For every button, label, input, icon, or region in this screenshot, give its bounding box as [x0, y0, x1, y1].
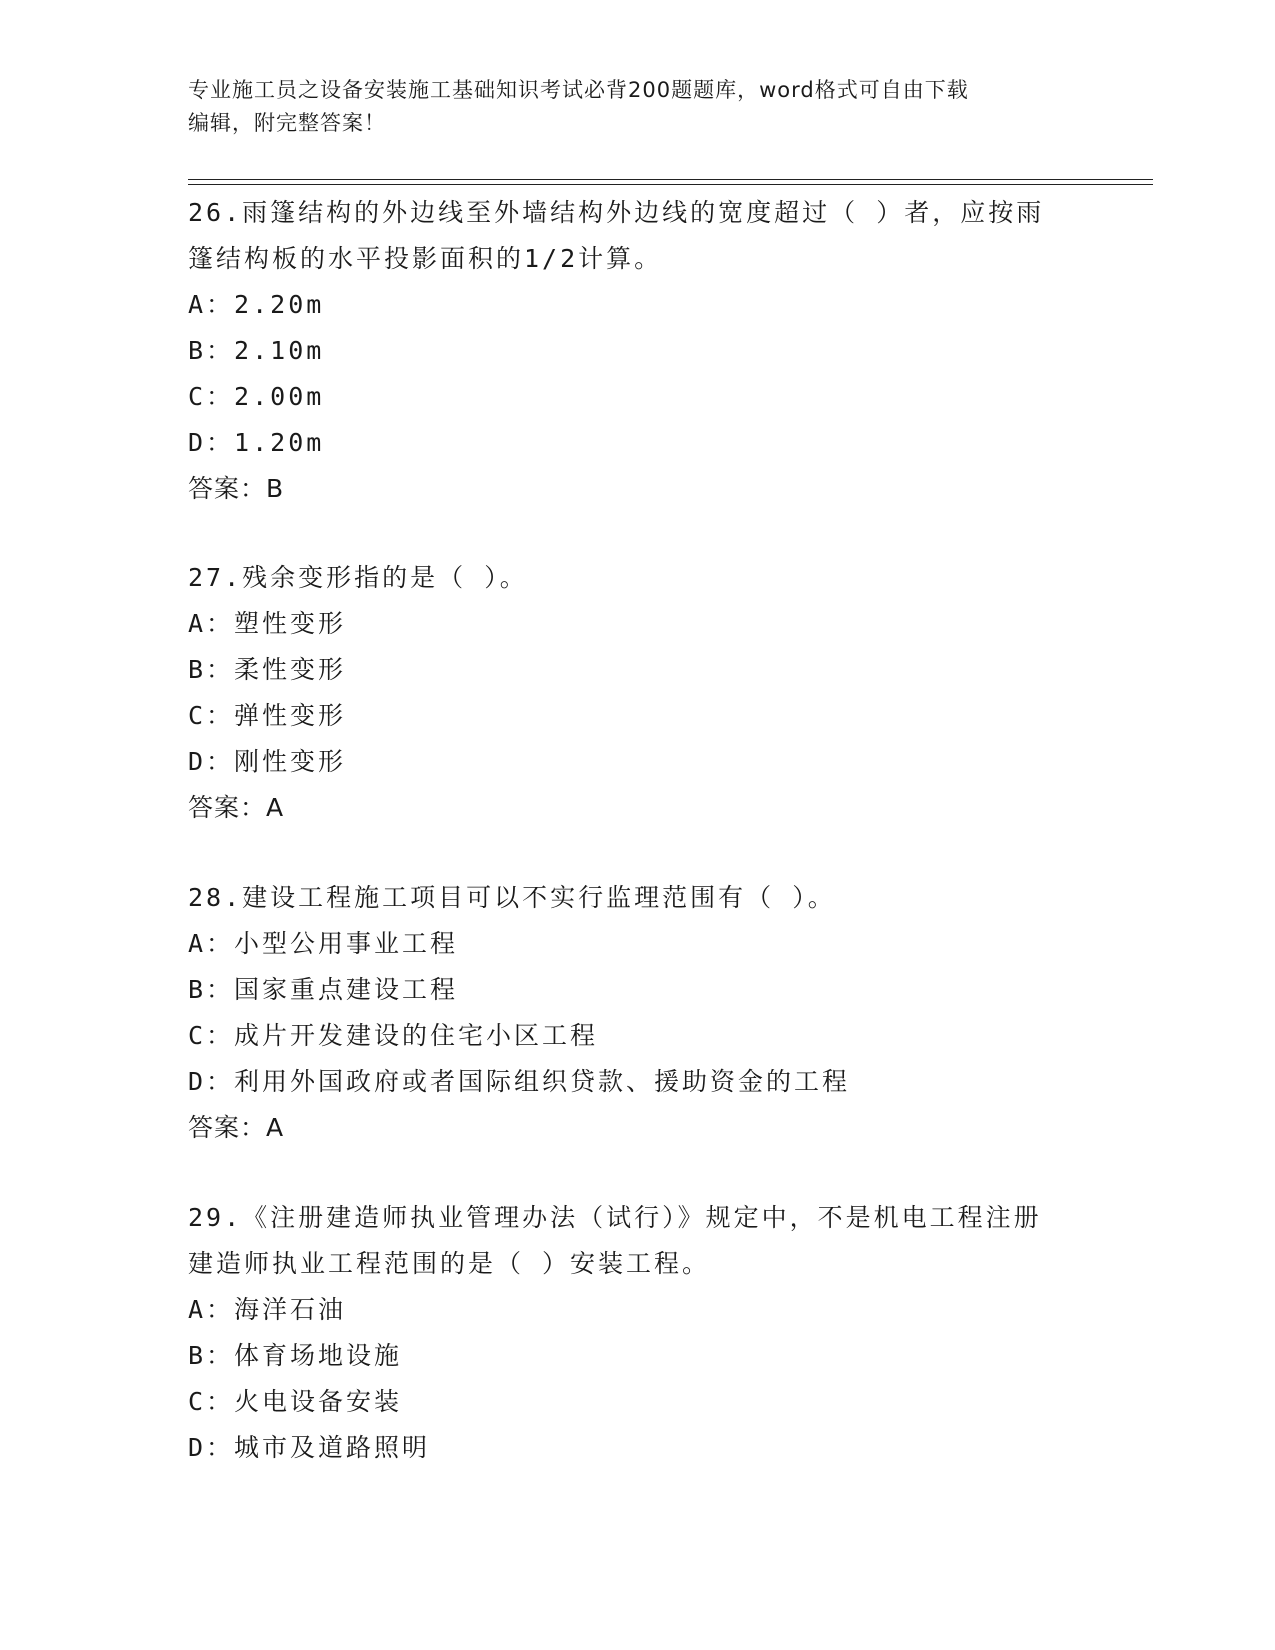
option-c: C：火电设备安装 — [188, 1387, 403, 1416]
option-d: D：1.20m — [188, 428, 325, 457]
option-c: C：2.00m — [188, 382, 325, 411]
question-26 — [188, 190, 1088, 512]
question-stem-line: 27.残余变形指的是（ ）。 — [188, 563, 528, 592]
header-divider-top — [188, 179, 1153, 180]
answer: 答案：B — [188, 474, 285, 503]
option-a: A：小型公用事业工程 — [188, 929, 459, 958]
option-c: C：弹性变形 — [188, 701, 347, 730]
question-29 — [188, 1195, 1088, 1471]
document-header — [188, 74, 1088, 140]
option-b: B：柔性变形 — [188, 655, 347, 684]
option-b: B：国家重点建设工程 — [188, 975, 459, 1004]
question-stem-line: 26.雨篷结构的外边线至外墙结构外边线的宽度超过（ ）者，应按雨 — [188, 198, 1045, 227]
option-b: B：体育场地设施 — [188, 1341, 403, 1370]
question-stem-line: 建造师执业工程范围的是（ ）安装工程。 — [188, 1249, 711, 1278]
header-divider-bottom — [188, 184, 1153, 185]
question-28 — [188, 875, 1088, 1151]
answer: 答案：A — [188, 1113, 285, 1142]
option-a: A：海洋石油 — [188, 1295, 347, 1324]
option-d: D：利用外国政府或者国际组织贷款、援助资金的工程 — [188, 1067, 851, 1096]
option-c: C：成片开发建设的住宅小区工程 — [188, 1021, 599, 1050]
option-a: A：塑性变形 — [188, 609, 347, 638]
option-d: D：刚性变形 — [188, 747, 347, 776]
question-stem-line: 28.建设工程施工项目可以不实行监理范围有（ ）。 — [188, 883, 836, 912]
header-line-1: 专业施工员之设备安装施工基础知识考试必背200题题库，word格式可自由下载 — [188, 78, 969, 102]
header-line-2: 编辑，附完整答案！ — [188, 111, 386, 135]
answer: 答案：A — [188, 793, 285, 822]
option-a: A：2.20m — [188, 290, 325, 319]
option-b: B：2.10m — [188, 336, 325, 365]
option-d: D：城市及道路照明 — [188, 1433, 431, 1462]
question-27 — [188, 555, 1088, 831]
question-stem-line: 篷结构板的水平投影面积的1/2计算。 — [188, 244, 663, 273]
question-stem-line: 29.《注册建造师执业管理办法（试行）》规定中，不是机电工程注册 — [188, 1203, 1042, 1232]
